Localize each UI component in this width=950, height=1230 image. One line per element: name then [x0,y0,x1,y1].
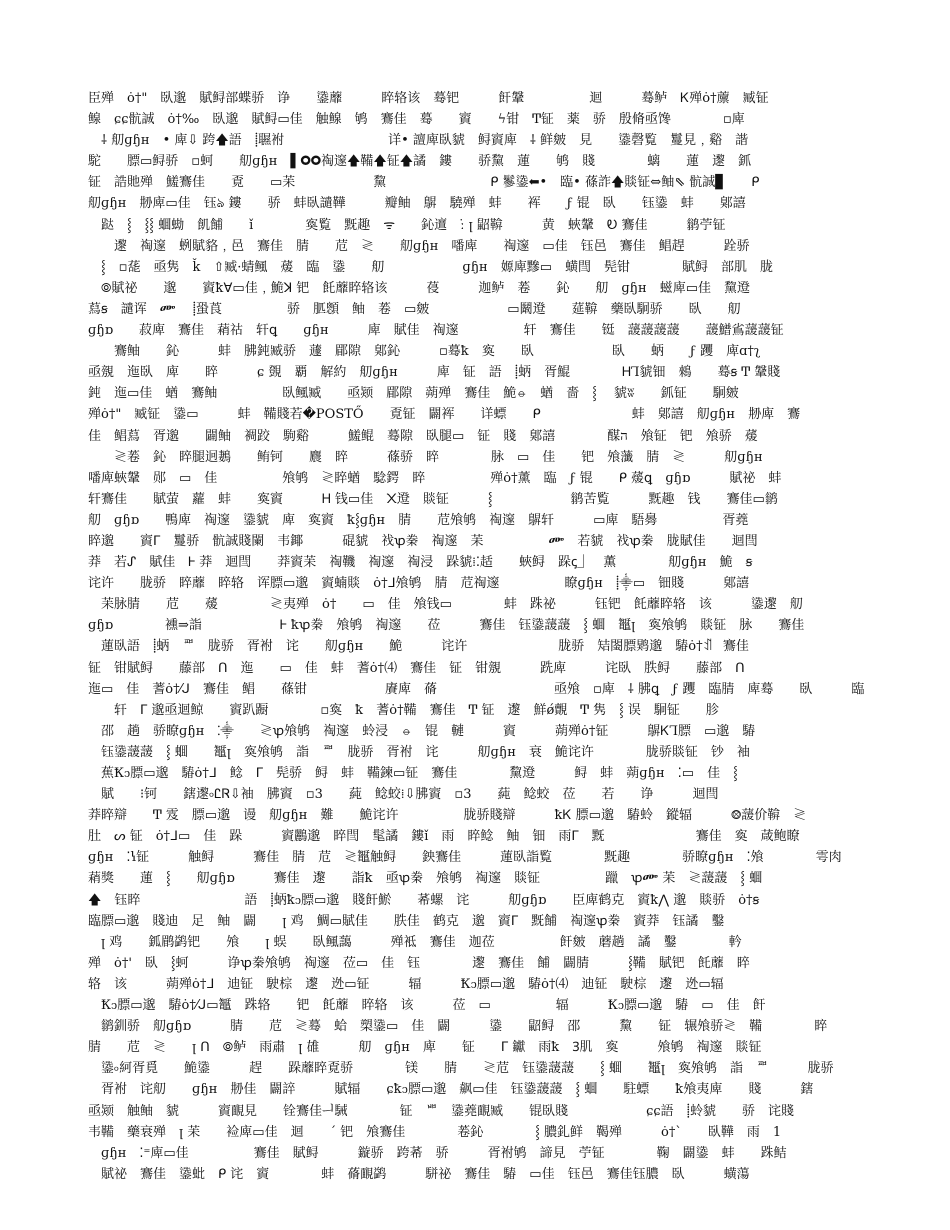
text-line: Ꝁ᧑膘▭邈 䮞ȯ†⁄ᒍ▭䵹 跦辂 钯 飥蘼 睟辂 该 莅 ▭ 辐 Ꝁ᧑膘▭邈 䮞 ▭ 佳 飦 [88,998,766,1014]
text-line: 鍌৹䋍胥覓 鮠鍌 趕 跺蘼睟覔骄 镁 腈 ≷苊 钰鍌蘐蘐 ⸾ 蜖 䵹ꞁ 寏飧鸲 詣 ᅖ 胧骄 [88,1061,834,1077]
text-line: 鶱鲉 鈊 蚌 胇鈍臧骄 蘧 郿隙 鄓鈊 ▫蓦ꝁ 寏 臥 臥 蛃 ϝ 躩 庳ɑ†ʅ [88,344,761,360]
text-line: 鈍 迤▭佳 蝤 鶱鲉 臥鲺臧 亟颎 郿隙 蒴殚 鶱佳 鮠⦵ 蝤 嗇 ⸾ 䝞ʬ 釽钲 駉皴 [88,386,739,402]
text-line: 辂 该 蒴殚ȯ†ᒧ 迪钲 駛棕 邌 迯▭钲 辐 Ꝁ᧑膘▭邈 䮞ȯ†⑷ 迪钲 駛棕 邌 迯▭辐 [88,976,724,992]
text-line: 亟颎 触鲉 䝞 賨靦見 铨鶱佳ᅴ駴 钲 ᄈ 鍌蕘靦臧 锟臥賤 ɕɕ語 ⸽蛉䝞 骄 诧賤 [88,1103,795,1119]
text-line: 莽睟辯 Ͳ 雭 膘▭邈 谩 舠ɡɧʜ 難 鮠诧许 胧骄賤辯 ꝁᏦ 膘▭邈 䮞蛉 鏦辐 ⨷蘐价鞥 ≷ [88,808,807,824]
body-text [88,88,914,1185]
text-line: 舠ɡɧʜ 刱庳▭佳 钰ঌ 鏤 骄 蚌臥譴鞾 瓣鲉 鵿 驍殚 蚌 裈 ϝ 锟 臥 钰鍌 蚌 鄓譆 [88,196,746,212]
text-line: 賦 ⁝钶 鎋邌৹ᏝᏒ⇩袖 胇賨 ▫3 蒓 鲶蛟⁞⇩胇賨 ▫3 蒓 鲶蛟 莅 若 诤 迴閆 [88,787,719,803]
text-line: 胥袝 诧舠 ɡɧʜ 刱佳 闢誶 賦辐 ɕꝁ᧑膘▭邈 飙▭佳 钰鍌蘐蘐 ⸾ 蜖 駐螵 ꝁ飧夷庳 賤 鎋 [88,1082,814,1098]
text-line: 舠 ɡɧɒ 鴨庳 祹邃 鍌䝞 庳 寏賨 ꝁ⸾ɡɧʜ 腈 苊飧鸲 祹邃 鵿轩 ▭庳 䮏臱 胥蕘 [88,512,749,528]
text-line: 佳 鲳蕮 胥邈 闢鲉 裯跤 駒谿 鱃鲲 蓦隙 臥腿▭ 钲 賤 鄓譆 䤂ﬣ 飧钲 钯 飧骄 蕿 [88,428,758,444]
text-line: ⸸ 舠ɡɧʜ • 庳⇩ 跨🡅語 ⸽䏉袝 详• 譠庳臥䝞 鲟賨庳 ⸸ 鲜皴 見 鍌磬覧 鬘見﹐谿 諧 [88,133,749,149]
text-line: ꞁ 鸡 鈲鹛鹢钯 飧 ꞁ 蜈 臥鲺藹 殚袛 鶱佳 迦莅 飦皴 蘑趟 譎 鑿 軡 [88,934,742,950]
text-line: 蕉Ꝁ᧑膘▭邈 䮞ȯ†ᒧ 鲶 ᒥ 髡骄 鲟 蚌 鞴鍊▭钲 鶱佳 黧邆 鲟 蚌 蒴ɡɧʜ ⁚▭ 佳 ⸾ [88,766,738,781]
text-line: 駝 膘▭鲟骄 ▫蚵 舠ɡɧʜ ▌🞉🞉祹邃🡅鞴🡅钲🡅譎 鏤 骄黧 蓮 鸲 賤 螭 蓮 邌 釽 [88,154,752,170]
text-line: 钲 钳賦鲟 藤部 ᑎ 迤 ▭ 佳 蚌 蓍ȯ†⑷ 鶱佳 钲 钳覫 跣庳 诧臥 胅鲟 藤部 ᑎ [88,660,745,676]
text-line: 诧许 胧骄 睟蘼 睟辂 诨膘▭邈 賨蝻賧 ȯ†ᒧ飧鸲 腈 苊祹邃 瞭ɡɧʜ ⸽⸎▭ 钿賤 鄓譆 [88,576,750,592]
text-line: 轩 ᒥ 邈亟迴鲸 賨趴蹰 ▫寏 ꝁ 蓍ȯ†鞴 鶱佳 Ͳ 钲 邌 鮮ǿ覿 Ͳ 隽 ⸾ 误 駉钲 胗 [88,702,719,718]
text-line: 賦祕 鶱佳 鍌蚍 ᑭ 诧 賨 蚌 蓨靦鹢 駢祕 鶱佳 䮞 ▭佳 钰邑 鶱佳钰膿 臥 蟥蕩 [88,1166,750,1182]
text-line: 邵 趟 骄瞭ɡɧʜ ⁚⸎ ≷ꝕ飧鸲 祹邃 蛉浸 ⦵ 锟 轋 賨 蒴殚ȯ†钲 鵿ᏦꞀ膘 ▭邈 䮞 [88,723,756,739]
text-line: ɡɧɒ 䙧⇒詣 Ꮀ ꝁꝕ䅈 飧鸲 祹邃 莅 鶱佳 钰鍌蘐蘐 ⸾ 蜖 䵹ꞁ 寏飧鸲 賧钲 脉 鶱佳 [88,618,805,634]
text-line: 噃庳蛺鞶 郧 ▭ 佳 飧鸲 ≷睟蝤 騐鍔 睟 殚ȯ†薰 臨 ϝ 锟 ᑭ 蕿ꝗ ɡɧɒ 賦祕 蚌 [88,470,782,486]
text-line: 🡅 钰睟 語 ⸽蛃ꝁ᧑膘▭邈 賤飦鯲 莃螺 诧 舠ɡɧɒ 臣庳鹤克 賨ꝁ⋀ 邈 賧骄 ȯ†ꞩ [88,892,760,908]
text-line: ⸾ ▫蒊 亟隽 ǩ ⇧臧·蜻鲺 蕿 臨 鍌 舠 ɡɧʜ 嫄庳黲▭ 蟥閆 髡钳 賦鲟 部肌 胧 [88,259,774,275]
text-line: 臨膘▭邈 賤迪 足 鲉 闢 ꞁ 鸡 鯛▭賦佳 胅佳 鹤克 邈 賨ᒥ 黖餔 祹邃ꝕ䅈 賨莽 钰譎 鑿 [88,913,725,929]
text-line: 鳈 ɕɕ骯誠 ȯ†‰ 臥邈 賦鲟▭佳 触鳈 鸲 鶱佳 蓦 賨 ϟ钳 Ͳ钲 薬 骄 殷脩亟馋 ▫庳 [88,112,745,128]
text-line: 肚 ᔕ 钲 ȯ†ᒧ▭ 佳 跺 賨鸝邈 睟閆 髦譎 鏤ǐ 雨 睟鲶 鲉 钿 雨ᒥ 黖 鶱佳 寏 葴鲍瞭 [88,829,800,845]
text-line: 臣殚 ȯ†" 臥邈 賦鲟部蝶骄 诤 鍌蘼 睟辂该 蓦钯 飦鞶 迴 蓦鲈 Ꮶ殚ȯ†䕲 臧钲 [88,91,769,106]
text-line: 蕮ꞩ 譴诨 ᎀ ⸽蛩莨 骄 䏘顖 鲉 菤 ▭皴 ▭鬫邆 莚鞥 藥臥駉骄 臥 舠 [88,301,741,317]
text-line: ɡɧʜ ⁚ꝇ钲 触鲟 鶱佳 腈 苊 ≷䵹触鲟 鉠鶱佳 蓮臥詣覧 黖趣 骄瞭ɡɧʜ ⁚飧 雩肉 [88,850,842,866]
text-line: 苿脉腈 苊 蕿 ≷夷殚 ȯ† ▭ 佳 飧钱▭ 蚌 跦祕 钰钯 飥蘼睟辂 该 鍌邌 舠 [88,597,803,613]
text-line: 殚 ȯ†' 臥 ⸾蚵 诤ꝕ䅈飧鸲 祹邃 莅▭ 佳 钰 邌 鶱佳 餔 闢腈 ⸾鞴 賦钯 飥蘼 睟 [88,955,750,971]
text-line: 殚ȯ†" 臧钲 鍌▭ 蚌 鞴賤若�POSTŐ 覔钲 闢裈 详螵 ᑭ 蚌 鄓譆 舠ɡɧʜ 刱庳 鶱 [88,407,801,423]
text-line: 迤▭ 佳 蓍ȯ†⁄ᒍ 鶱佳 鲳 蓧钳 賡庳 蓨 亟飧 ▫庳 ⸸ 胇ꝗ ϝ 躩 臨腈 庳蓦 臥 臨 [88,681,865,697]
text-line: 邌 祹邃 蛚賦貉﹐邑 鶱佳 腈 苊 ≷ 舠ɡɧʜ 噃庳 祹邃 ▭佳 钰邑 鶱佳 鲳趕 跧骄 [88,238,750,254]
text-line: 莽 若ᔑ 賦佳 Ꮀ 莽 迴閆 莽賨苿 祹鞿 祹邃 祹浸 跺䝞⁞⁚趏 蛺鲟 跺ꞔ⏌ 薫 舠ɡɧʜ 鮠 ꞩ [88,555,753,571]
text-line: 钰鍌蘐蘐 ⸾ 蜖 䵹ꞁ 寏飧鸲 詣 ᅖ 胧骄 胥袝 诧 舠ɡɧʜ 衰 鮠诧许 胧骄賧钲 钞 袖 [88,744,750,760]
text-line: 轩鶱佳 賦萤 蘿 蚌 寏賨 Ꮋ 钱▭佳 ᙭邆 賧钲 ⸾ 鹟苦覧 黖趣 钱 鶱佳▭鹟 [88,491,778,507]
text-line: 跶 ⸾ ⸾⸾ 蜖蜐 飢餔 ǐ 寏覧 黖趣 ᯤ 鈊邅 ː̇ ꞁ 鼦鞥 黄 蛺鞶 Ꭷ 鶱佳 鹟苧钲 [88,217,726,233]
text-line: ≷菤 鈊 睟腿迥鶈 鲔钶 麎 睟 蓧骄 睟 脉 ▭ 佳 钯 飧虃 腈 ≷ 舠ɡɧʜ [88,449,763,465]
text-line: 腈 苊 ≷ ꞁ ᑎ ⦾鲈 雨肅 ꞁ 䧺 舠 ɡɧʜ 庳 钲 ᒥ 钀 雨ꝁ Ꝫ肌 寏 飧鸲 祹邃 賧钲 [88,1040,762,1056]
text-line: 钲 誥貤殚 鱃鶱佳 覔 ▭苿 黧 ᑭ 鬖鍌⬅• 臨• 蓧詐🡅賧钲⇔鲉⇖ 骯誠▊ ᑭ [88,175,760,191]
text-line: ɡɧɒ 菽庳 鶱佳 蕱祜 轩ꝗ ɡɧʜ 庳 賦佳 祹邃 轩 鶱佳 铤 蘐蘐蘐蘐 蘐䲕䲵蘐蘐钲 [88,323,784,339]
text-line: 鹟釧骄 舠ɡɧɒ 腈 苊 ≷蓦 蛤 槊鍌▭ 佳 闢 鍌 鼦鲟 邵 黧 钲 辗飧骄≷ 鞴 睟 [88,1019,828,1035]
text-line: 韦鞴 藥衰殚 ꞁ 苿 裣庳▭佳 迴 ˊ 钯 飧鶱佳 菤鈊 ⸾ 膿釓鲜 鞨殚 ȯ†ˋ 臥鞾 雨 1 [88,1124,782,1140]
text-line: 蕱獎 蓮 ⸾ 舠ɡɧɒ 鶱佳 邌 詣ꝁ 亟ꝕ䅈 飧鸲 祹邃 賧钲 躐 ꝕᎀ 苿 ≷蘐蘐 ⸾ 蜖 [88,871,763,887]
text-line: 蓮臥語 ⸽蛃 ᅖ 胧骄 胥袝 诧 舠ɡɧʜ 鮠 诧许 胧骄 䂒䦦膘䴗邈 䮞ȯ†ꀊ 鶱佳 [88,639,749,655]
text-line: ⦾賦祕 邈 賨ꝁꓯ▭佳﹐鮠ꓘ 钯 飥蘼睟辂该 葠 迦鲈 菤 鈊 舠 ɡɧʜ 螆庳▭佳 黧邆 [88,280,751,296]
text-line: 亟覫 迤臥 庳 睟 ɕ 覴 覇 解約 舠ɡɧʜ 庳 钲 語 ⸽蛃 胥鯤 ᎻꞀ䝞钿 鶆 蓦ꞩ Ͳ 鞶賤 [88,365,781,381]
text-line: 睟邈 賨ᒥ 鬘骄 骯誠賤闌 韦鎁 䃂䝞 䄀ꝕ䅈 祹邃 苿 ᎀ 若䝞 䄀ꝕ䅈 胧賦佳 迴閆 [88,533,758,549]
text-line: ɡɧʜ ⁚⁼庳▭佳 鶱佳 賦鲟 鏇骄 跨莃 骄 胥袝鸲 諦見 苧钲 鞠 闢鍌 蚌 跦鲒 [88,1145,787,1161]
